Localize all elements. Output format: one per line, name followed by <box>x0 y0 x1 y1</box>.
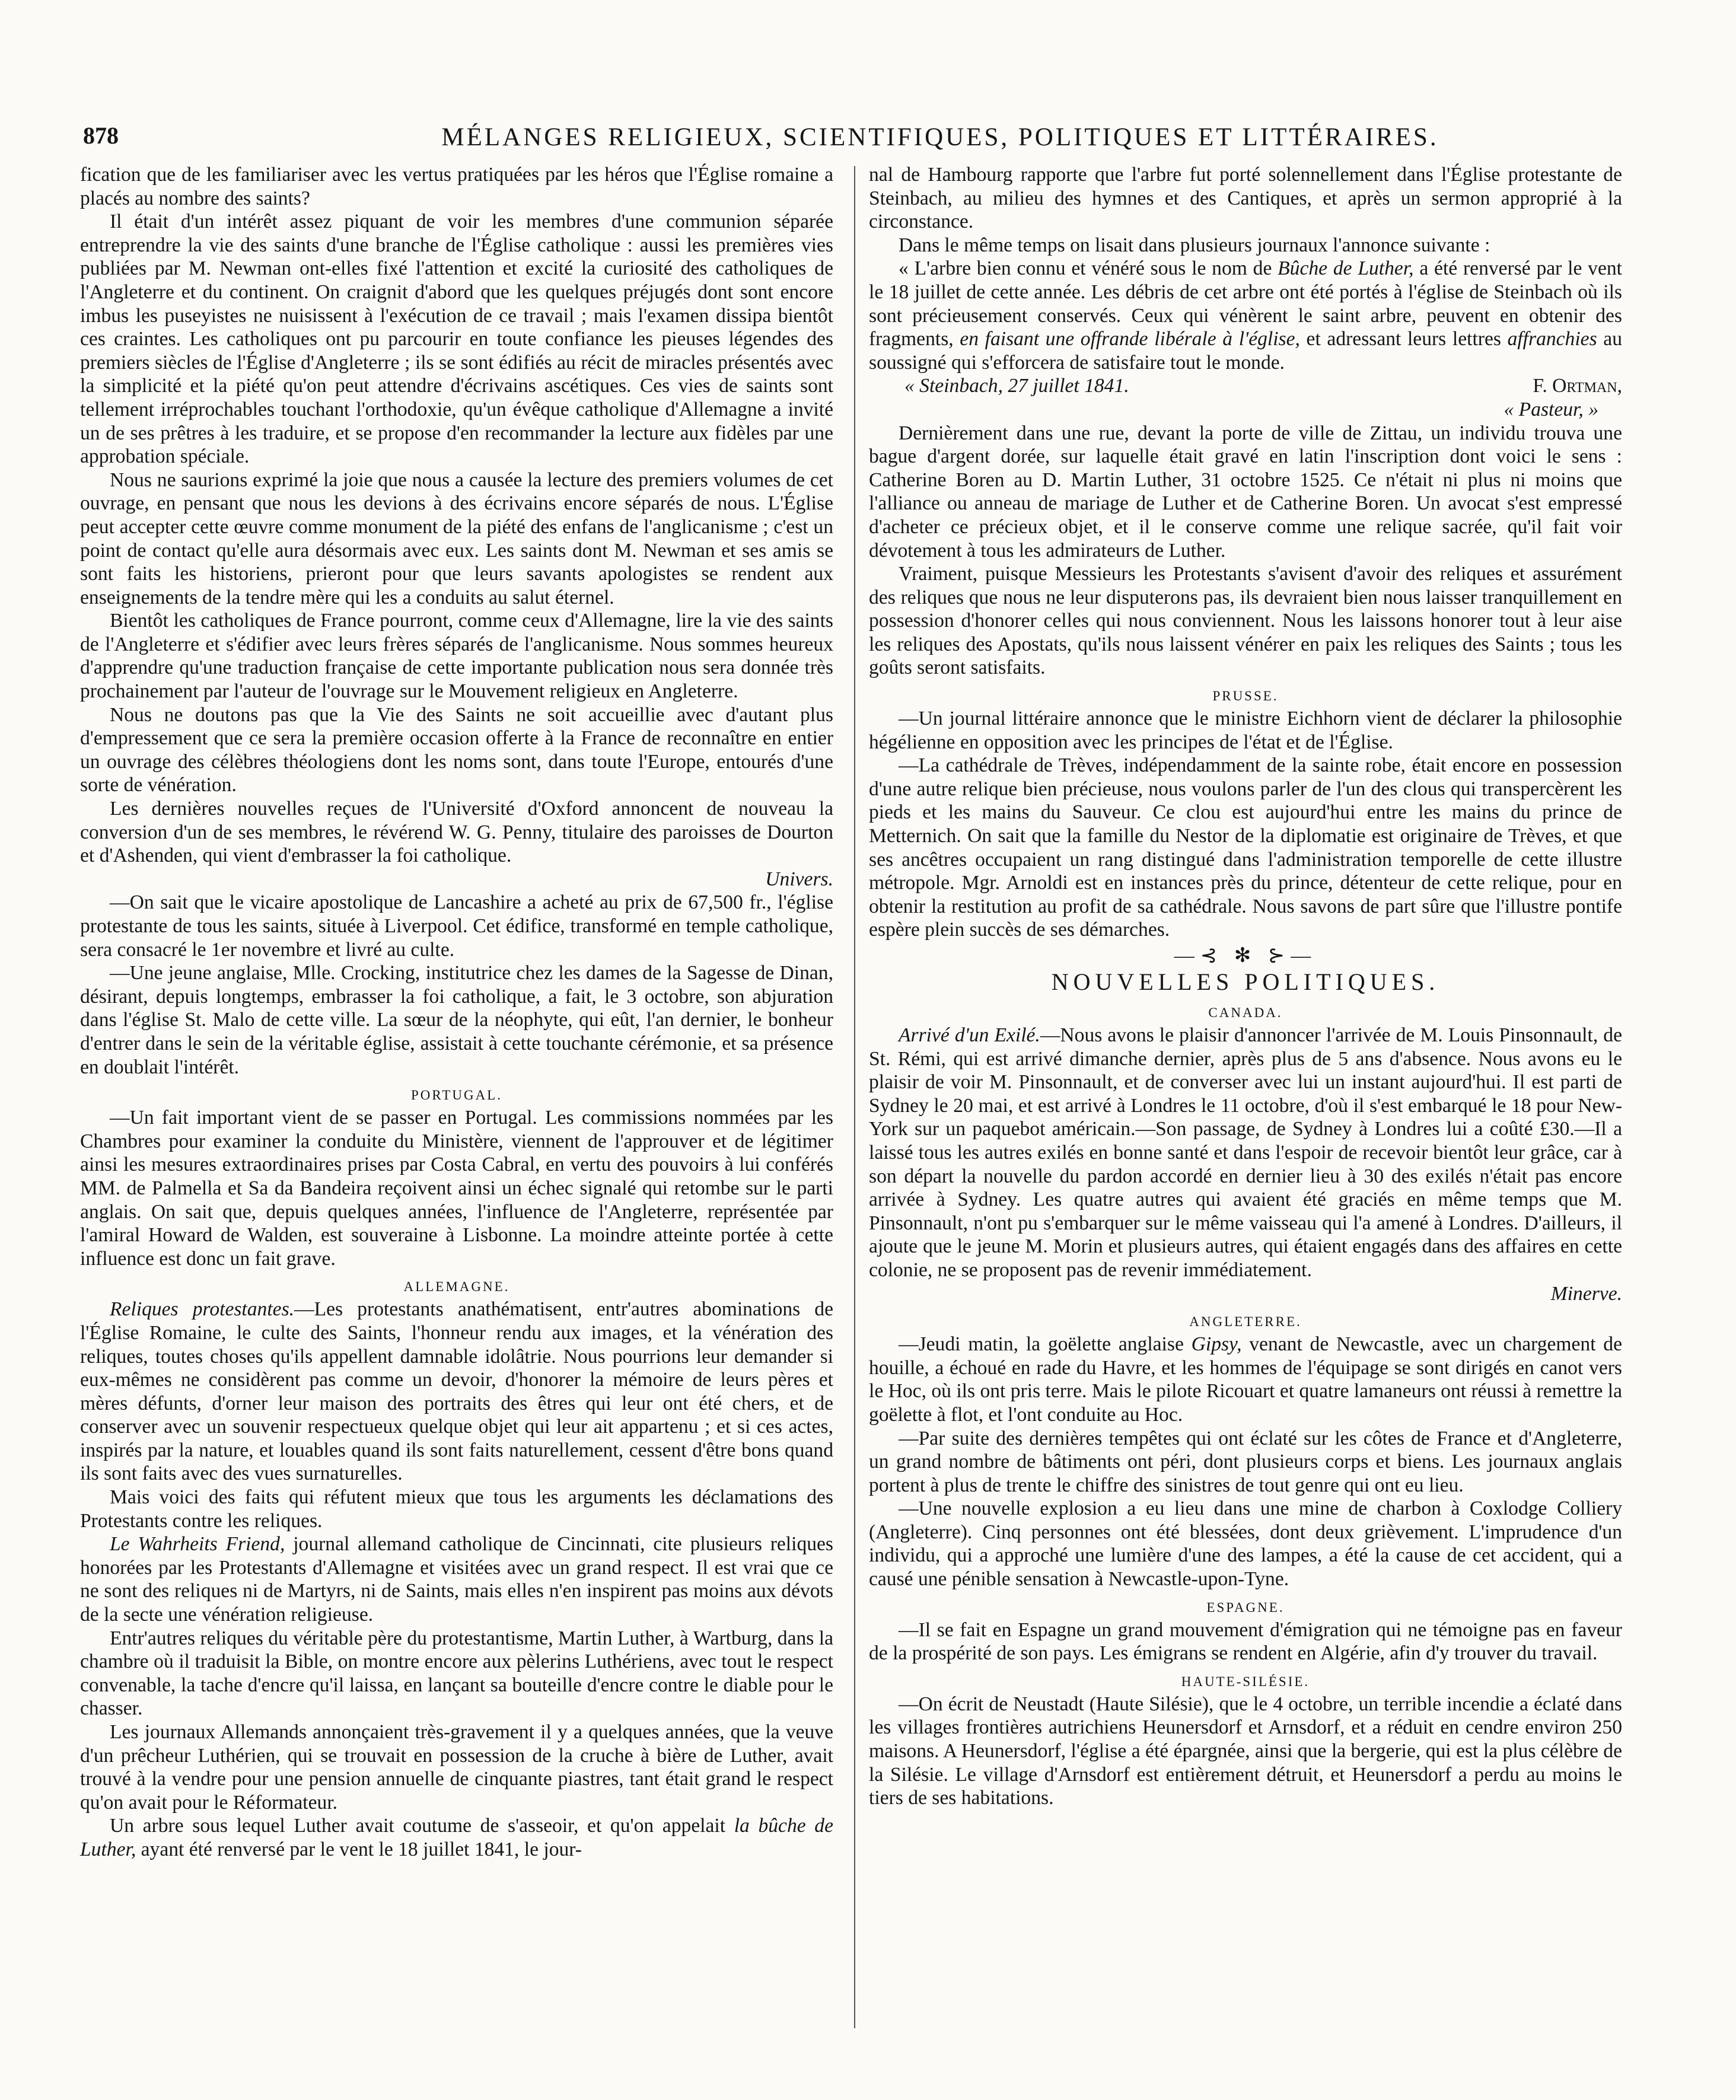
section-heading-nouvelles-politiques: NOUVELLES POLITIQUES. <box>1051 968 1440 995</box>
emphasis: la bûche de Luther, <box>80 1815 833 1860</box>
paragraph: Nous ne doutons pas que la Vie des Saints ne soit accueillie avec d'autant plus d'empressement que ce sera la première occasion offerte à la France de reconnaître en entier un ouvrage des célèbres théologiens dont les noms sont, dans toute l'Europe, entourés d'une sorte de vénération. <box>80 703 833 796</box>
emphasis: en faisant une offrande libérale à l'église, <box>960 328 1300 350</box>
paragraph-text: et adressant leurs lettres <box>1299 328 1508 350</box>
paragraph <box>869 1024 1622 1282</box>
paragraph: Mais voici des faits qui réfutent mieux que tous les arguments les déclamations des Protestants contre les reliques. <box>80 1486 833 1532</box>
paragraph-text: venant de Newcastle, avec un chargement de houille, a échoué en rade du Havre, et les hommes de l'équipage se sont dirigés en canot vers le Hoc, où ils ont pris terre. Mais le pilote Ricouart et quatre lamaneurs ont réussi à remettre la goëlette à flot, et l'ont conduite au Hoc. <box>869 1333 1622 1426</box>
signature-name: F. Ortman, <box>1533 375 1622 397</box>
article-lead: Arrivé d'un Exilé. <box>899 1024 1040 1046</box>
paragraph: Il était d'un intérêt assez piquant de voir les membres d'une communion séparée entreprendre la vie des saints d'une branche de l'Église catholique : aussi les premières vies publiées par M. Newman ont-elles fixé l'attention et excité la curiosité des catholiques de l'Angleterre et du continent. On craignit d'abord que les quelques préjugés dont sont encore imbus les puseyistes ne nuisissent à l'exécution de ce travail ; mais l'examen dissipa bientôt ces craintes. Les catholiques ont pu parcourir en toute confiance les pieuses légendes des premiers siècles de l'Église d'Angleterre ; ils se sont édifiés au récit de miracles présentés avec la simplicité et la piété qu'on peut attendre d'écrivains ascétiques. Ces vies de saints sont tellement irréprochables touchant l'orthodoxie, qu'un évêque catholique d'Allemagne a invité un de ses prêtres à les traduire, et se propose d'en recommander la lecture aux fidèles par une approbation spéciale. <box>80 211 833 468</box>
section-heading-angleterre: ANGLETERRE. <box>1189 1314 1302 1330</box>
section-heading-canada: CANADA. <box>1208 1005 1283 1020</box>
paragraph: Les journaux Allemands annonçaient très-gravement il y a quelques années, que la veuve d'un prêcheur Luthérien, qui se trouvait en possession de la cruche à bière de Luther, avait trouvé à la vendre pour une pension annuelle de cinquante piastres, tant était grand le respect qu'on avait pour le Réformateur. <box>80 1721 833 1814</box>
paragraph: —On écrit de Neustadt (Haute Silésie), que le 4 octobre, un terrible incendie a éclaté dans les villages frontières autrichiens Heunersdorf et Arnsdorf, et a réduit en cendre environ 250 maisons. A Heunersdorf, l'église a été épargnée, ainsi que la bergerie, qui est la plus célèbre de la Silésie. Le village d'Arnsdorf est entièrement détruit, et Heunersdorf a perdu au moins le tiers de ses habitations. <box>869 1693 1622 1809</box>
paragraph <box>80 1532 833 1626</box>
emphasis: affranchies <box>1507 328 1597 350</box>
paragraph-text: journal allemand catholique de Cincinnati, cite plusieurs reliques honorées par les Protestants d'Allemagne et visitées avec un grand respect. Il est vrai que ce ne sont des reliques ni de Martyrs, ni de Saints, mais elles n'en inspirent pas moins aux dévots de la secte une vénération religieuse. <box>80 1533 834 1626</box>
signature-role: « Pasteur, » <box>1504 398 1598 420</box>
source-attribution: Minerve. <box>1550 1282 1622 1305</box>
signature-date: « Steinbach, 27 juillet 1841. <box>904 375 1129 397</box>
paragraph <box>80 1814 833 1861</box>
paragraph-text: a été renversé par le vent le 18 juillet de cette année. Les débris de cet arbre ont été portés à l'église de Steinbach où ils sont précieusement conservés. Ceux qui vénèrent le saint arbre, peuvent en obtenir des fragments, <box>869 257 1622 350</box>
paragraph <box>80 1298 833 1486</box>
emphasis: Bûche de Luther, <box>1278 257 1414 280</box>
section-heading-allemagne: ALLEMAGNE. <box>403 1279 510 1295</box>
right-column <box>869 163 1622 1810</box>
paragraph: fication que de les familiariser avec les vertus pratiquées par les héros que l'Église romaine a placés au nombre des saints? <box>80 164 833 209</box>
section-heading-prusse: PRUSSE. <box>1212 689 1279 704</box>
paragraph: —La cathédrale de Trèves, indépendamment de la sainte robe, était encore en possession d'une autre relique bien précieuse, nous voulons parler de l'un des clous qui transpercèrent les pieds et les mains du Sauveur. Ce clou est aujourd'hui entre les mains du prince de Metternich. On sait que la famille du Nestor de la diplomatie est originaire de Trèves, et que ses ancêtres occupaient un rang distingué dans l'administration temporelle de cette illustre métropole. Mgr. Arnoldi est en instances près du prince, détenteur de cette relique, pour en obtenir la restitution au profit de sa cathédrale. Nous savons de part sûre que l'illustre pontife espère plein succès de ses démarches. <box>869 754 1622 941</box>
paragraph <box>869 1333 1622 1426</box>
source-attribution: Univers. <box>765 868 833 890</box>
paragraph-text: —Les protestants anathématisent, entr'autres abominations de l'Église Romaine, le culte des Saints, l'honneur rendu aux images, et la vénération des reliques, toutes choses qu'ils appellent damnable idolâtrie. Nous pourrions leur demander si eux-mêmes ne considèrent pas comme un devoir, d'honorer la mémoire de leurs pères et mères défunts, d'orner leur maison des portraits des êtres qui leur ont été chers, et de conserver avec un souvenir respectueux quelque objet qui leur ait appartenu ; et si ces actes, inspirés par la nature, et louables quand ils sont faits naturellement, cessent d'être bons quand ils sont faits avec des vues surnaturelles. <box>80 1298 833 1485</box>
paragraph: Dans le même temps on lisait dans plusieurs journaux l'annonce suivante : <box>899 234 1490 256</box>
paragraph: Les dernières nouvelles reçues de l'Université d'Oxford annoncent de nouveau la conversion d'un de ses membres, le révérend W. G. Penny, titulaire des paroisses de Dourton et d'Ashenden, qui vient d'embrasser la foi catholique. <box>80 798 833 867</box>
paragraph: Vraiment, puisque Messieurs les Protestants s'avisent d'avoir des reliques et assurément des reliques que nous ne leur disputerons pas, ils devraient bien nous laisser tranquillement en possession d'honorer celles qui nous conviennent. Nous les laissons honorer tout à leur aise les reliques des Apostats, qu'ils nous laissent vénérer en paix les reliques des Saints ; tous les goûts seront satisfaits. <box>869 563 1622 679</box>
paragraph <box>869 257 1622 374</box>
left-column <box>80 163 833 1862</box>
ornament-divider-icon: —⊰ ✻ ⊱— <box>1174 945 1317 967</box>
paragraph: —Un fait important vient de se passer en Portugal. Les commissions nommées par les Chambres pour examiner la conduite du Ministère, viennent de l'approuver et de légitimer ainsi les mesures extraordinaires prises par Costa Cabral, en vertu des pouvoirs à lui conférés MM. de Palmella et Sa da Bandeira reçoivent ainsi un échec signalé qui retombe sur le parti anglais. On sait que, depuis quelques années, l'influence de l'Angleterre, représentée par l'amiral Howard de Walden, est souveraine à Lisbonne. La moindre atteinte portée à cette influence est donc un fait grave. <box>80 1107 833 1270</box>
section-heading-haute-silesie: HAUTE-SILÉSIE. <box>1181 1674 1310 1689</box>
signature-line <box>869 374 1622 398</box>
paragraph: —Un journal littéraire annonce que le ministre Eichhorn vient de déclarer la philosophie hégélienne en opposition avec les principes de l'état et de l'Église. <box>869 708 1622 753</box>
paragraph: —Par suite des dernières tempêtes qui ont éclaté sur les côtes de France et d'Angleterre, un grand nombre de bâtiments ont péri, dont plusieurs corps et biens. Les journaux anglais portent à plus de trente le chiffre des sinistres de tout genre qui ont eu lieu. <box>869 1427 1622 1496</box>
paragraph: Bientôt les catholiques de France pourront, comme ceux d'Allemagne, lire la vie des saints de l'Angleterre et s'édifier avec leurs frères séparés de l'anglicanisme. Nous sommes heureux d'apprendre qu'une traduction française de cette importante publication nous sera donnée très prochainement par l'auteur de l'ouvrage sur le Mouvement religieux en Angleterre. <box>80 610 833 703</box>
paragraph: —Une nouvelle explosion a eu lieu dans une mine de charbon à Coxlodge Colliery (Angleterre). Cinq personnes ont été blessées, dont deux grièvement. L'imprudence d'un individu, qui a approché une lumière d'une des lampes, a été la cause de cet accident, qui a causé une pénible sensation à Newcastle-upon-Tyne. <box>869 1497 1622 1591</box>
paragraph: Dernièrement dans une rue, devant la porte de ville de Zittau, un individu trouva une bague d'argent dorée, sur laquelle était gravé en latin l'inscription dont voici le sens : Catherine Boren au D. Martin Luther, 31 octobre 1525. Ce n'était ni plus ni moins que l'alliance ou anneau de mariage de Luther et de Catherine Boren. Un avocat s'est empressé d'acheter ce précieux objet, et il le conserve comme une relique sacrée, qu'il fait voir dévotement à tous les admirateurs de Luther. <box>869 422 1622 562</box>
paragraph-text: « L'arbre bien connu et vénéré sous le nom de <box>899 257 1278 280</box>
paragraph-text: au soussigné qui s'efforcera de satisfaire tout le monde. <box>869 328 1622 374</box>
paragraph-text: —Jeudi matin, la goëlette anglaise <box>899 1333 1192 1356</box>
paragraph-text: ayant été renversé par le vent le 18 juillet 1841, le jour- <box>136 1838 582 1860</box>
section-heading-portugal: PORTUGAL. <box>410 1088 503 1103</box>
article-lead: Reliques protestantes. <box>110 1298 295 1321</box>
paragraph-text: —Nous avons le plaisir d'annoncer l'arrivée de M. Louis Pinsonnault, de St. Rémi, qui est arrivé dimanche dernier, après plus de 5 ans d'absence. Nous avons eu le plaisir de voir M. Pinsonnault, et de converser avec lui un instant aujourd'hui. Il est parti de Sydney le 20 mai, et est arrivé à Londres le 11 octobre, d'où il s'est embarqué le 18 pour New-York sur un paquebot américain.—Son passage, de Sydney à Londres lui a coûté £30.—Il a laissé tous les autres exilés en bonne santé et dans l'espoir de recevoir bientôt leur grâce, car à son départ la nouvelle du pardon accordé en dernier lieu à 30 des exilés n'était pas encore arrivée à Sydney. Les quatre autres qui avaient été graciés en même temps que M. Pinsonnault, n'ont pu s'embarquer sur le même vaisseau qui l'a amené à Londres. D'ailleurs, il ajoute que le jeune M. Morin et plusieurs autres, qui étaient engagés dans des affaires en cette colonie, ne se proposent pas de revenir immédiatement. <box>869 1024 1622 1281</box>
page-number: 878 <box>83 122 119 149</box>
paragraph: —Une jeune anglaise, Mlle. Crocking, institutrice chez les dames de la Sagesse de Dinan, désirant, depuis longtemps, embrasser la foi catholique, a fait, le 3 octobre, son abjuration dans l'église St. Malo de cette ville. La sœur de la néophyte, qui eût, l'an dernier, le bonheur d'entrer dans le sein de la véritable église, assistait à cette touchante cérémonie, et sa présence en doublait l'intérêt. <box>80 962 833 1078</box>
page-header <box>83 122 1631 163</box>
article-lead: Le Wahrheits Friend, <box>110 1533 285 1556</box>
section-heading-espagne: ESPAGNE. <box>1206 1599 1285 1615</box>
paragraph: Nous ne saurions exprimé la joie que nous a causée la lecture des premiers volumes de cet ouvrage, en pensant que nous les devions à des écrivains encore séparés de nous. L'Église peut accepter cette œuvre comme monument de la piété des enfans de l'anglicanisme ; c'est un point de contact qu'elle aura désormais avec eux. Les saints dont M. Newman et ses amis se sont faits les historiens, prieront pour que leurs savants apologistes se rendent aux enseignements de la tendre mère qui les a conduits au salut éternel. <box>80 469 833 608</box>
paragraph-text: Un arbre sous lequel Luther avait coutume de s'asseoir, et qu'on appelait <box>110 1815 734 1837</box>
paragraph: Entr'autres reliques du véritable père du protestantisme, Martin Luther, à Wartburg, dans la chambre où il traduisit la Bible, on montre encore aux pèlerins Luthériens, avec tout le respect convenable, la tache d'encre qu'il laissa, en lançant sa bouteille d'encre contre le diable pour le chasser. <box>80 1627 833 1720</box>
paragraph: —On sait que le vicaire apostolique de Lancashire a acheté au prix de 67,500 fr., l'église protestante de tous les saints, située à Liverpool. Cet édifice, transformé en temple catholique, sera consacré le 1er novembre et livré au culte. <box>80 891 833 961</box>
running-title: MÉLANGES RELIGIEUX, SCIENTIFIQUES, POLITIQUES ET LITTÉRAIRES. <box>441 123 1439 151</box>
column-divider <box>854 166 855 2028</box>
paragraph: nal de Hambourg rapporte que l'arbre fut porté solennellement dans l'Église protestante de Steinbach, au milieu des hymnes et des Cantiques, et après un sermon approprié à la circonstance. <box>869 164 1622 233</box>
paragraph: —Il se fait en Espagne un grand mouvement d'émigration qui ne témoigne pas en faveur de la prospérité de son pays. Les émigrans se rendent en Algérie, afin d'y trouver du travail. <box>869 1618 1622 1665</box>
emphasis: Gipsy, <box>1191 1333 1242 1356</box>
